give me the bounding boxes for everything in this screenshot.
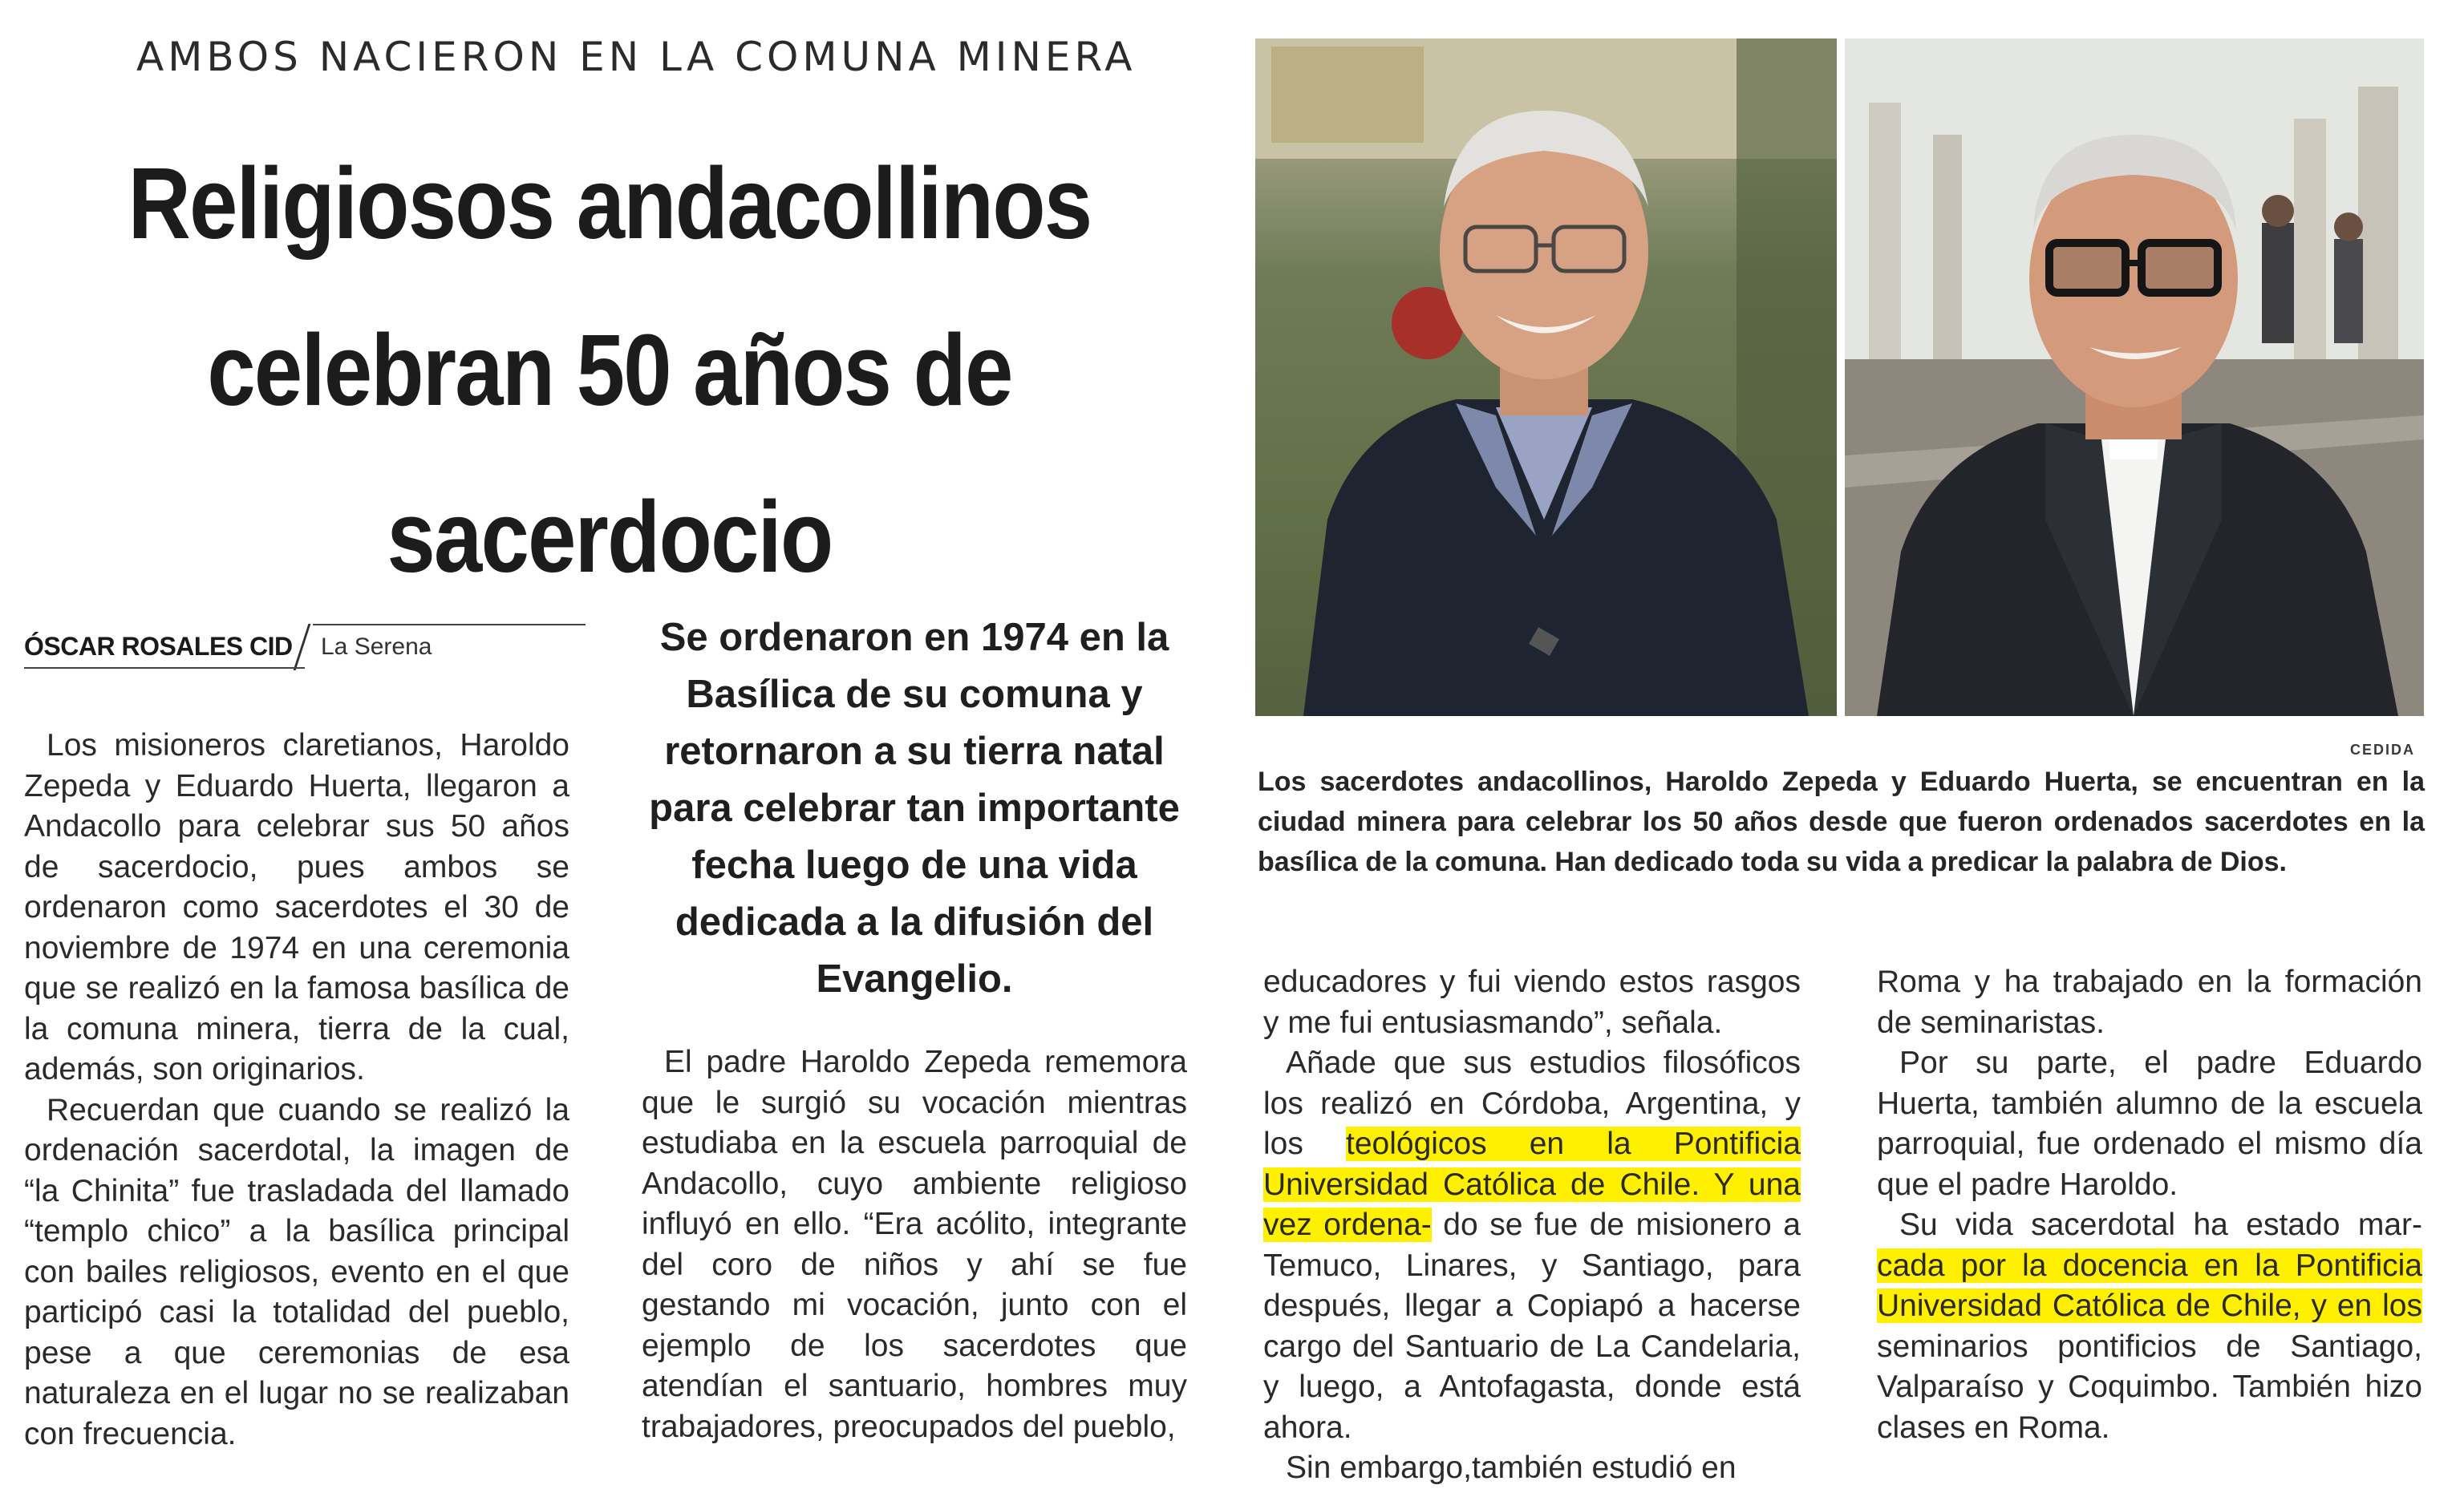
headline-line-1: Religiosos andacollinos bbox=[128, 147, 1092, 260]
article-paragraph bbox=[1263, 1043, 1801, 1448]
article-column-1 bbox=[24, 726, 569, 1455]
article-column-2 bbox=[642, 1042, 1187, 1447]
photo-eduardo-huerta bbox=[1845, 38, 2424, 716]
headline-line-2: celebran 50 años de bbox=[207, 314, 1012, 427]
article-text: seminarios pontificios de Santiago, Valparaíso y Coquimbo. También hizo clases en Roma. bbox=[1877, 1329, 2422, 1445]
byline-divider bbox=[294, 624, 311, 670]
photo-haroldo-zepeda bbox=[1255, 38, 1837, 716]
photo-caption: Los sacerdotes andacollinos, Haroldo Zepeda y Eduardo Huerta, se encuentran en la ciudad minera para celebrar los 50 años desde que fueron ordenados sacerdotes en la basílica de la comuna. Han dedicado toda su vida a predicar la palabra de Dios. bbox=[1258, 767, 2425, 877]
headline bbox=[24, 120, 1195, 621]
article-paragraph: Roma y ha trabajado en la formación de seminaristas. bbox=[1877, 965, 2422, 1040]
article-paragraph: Por su parte, el padre Eduardo Huerta, también alumno de la escuela parroquial, fue ordenado el mismo día que el padre Haroldo. bbox=[1877, 1046, 2422, 1202]
article-paragraph: educadores y fui viendo estos rasgos y me fui entusiasmando”, señala. bbox=[1263, 965, 1801, 1040]
article-paragraph: Sin embargo,también estudió en bbox=[1286, 1451, 1737, 1485]
article-paragraph: Los misioneros claretianos, Haroldo Zepeda y Eduardo Huerta, llegaron a Andacollo para celebrar sus 50 años de sacerdocio, pues ambos se ordenaron como sacerdotes el 30 de noviembre de 1974 en una ceremonia que se realizó en la famosa basílica de la comuna minera, tierra de la cual, además, son originarios. bbox=[24, 728, 569, 1086]
article-text: Su vida sacerdotal ha estado mar- bbox=[1899, 1208, 2422, 1242]
article-column-3 bbox=[1263, 962, 1801, 1489]
highlighted-text: teológicos en la Pontificia Universidad Católica de Chile. Y una vez ordena- bbox=[1263, 1127, 1801, 1242]
article-paragraph: Recuerdan que cuando se realizó la ordenación sacerdotal, la imagen de “la Chinita” fue trasladada del llamado “templo chico” a la basílica principal con bailes religiosos, evento en el que participó casi la totalidad del pueblo, pese a que ceremonias de esa naturaleza en el lugar no se realizaban con frecuencia. bbox=[24, 1092, 569, 1451]
portrait-illustration bbox=[1255, 38, 1837, 716]
photo-credit: CEDIDA bbox=[2350, 742, 2416, 758]
byline-rule-bottom bbox=[24, 667, 305, 669]
highlighted-text: cada por la docencia en la Pontificia Universidad Católica de Chile, y en los bbox=[1877, 1248, 2422, 1323]
byline-author: ÓSCAR ROSALES CID bbox=[24, 632, 293, 661]
headline-line-3: sacerdocio bbox=[387, 480, 833, 593]
portrait-illustration bbox=[1845, 38, 2424, 716]
article-text: do se fue de misionero a Temuco, Linares, y Santiago, para después, llegar a Copiapó a hacerse cargo del Santuario de La Candelaria, y luego, a Antofagasta, donde está ahora. bbox=[1263, 1208, 1801, 1445]
article-paragraph bbox=[1877, 1205, 2422, 1448]
article-column-4 bbox=[1877, 962, 2422, 1448]
article-text: Añade que sus estudios filosóficos los realizó en Córdoba, Argentina, y los bbox=[1263, 1046, 1801, 1161]
byline-rule-top bbox=[313, 624, 586, 625]
byline bbox=[24, 617, 578, 674]
pull-quote: Se ordenaron en 1974 en la Basílica de su comuna y retornaron a su tierra natal para celebrar tan importante fecha luego de una vida dedicada a la difusión del Evangelio. bbox=[649, 616, 1180, 1001]
kicker: AMBOS NACIERON EN LA COMUNA MINERA bbox=[136, 34, 1137, 80]
byline-location: La Serena bbox=[321, 633, 432, 660]
article-paragraph: El padre Haroldo Zepeda rememora que le surgió su vocación mientras estudiaba en la escuela parroquial de Andacollo, cuyo ambiente religioso influyó en ello. “Era acólito, integrante del coro de niños y ahí se fue gestando mi vocación, junto con el ejemplo de los sacerdotes que atendían el santuario, hombres muy trabajadores, preocupados del pueblo, bbox=[642, 1045, 1187, 1444]
